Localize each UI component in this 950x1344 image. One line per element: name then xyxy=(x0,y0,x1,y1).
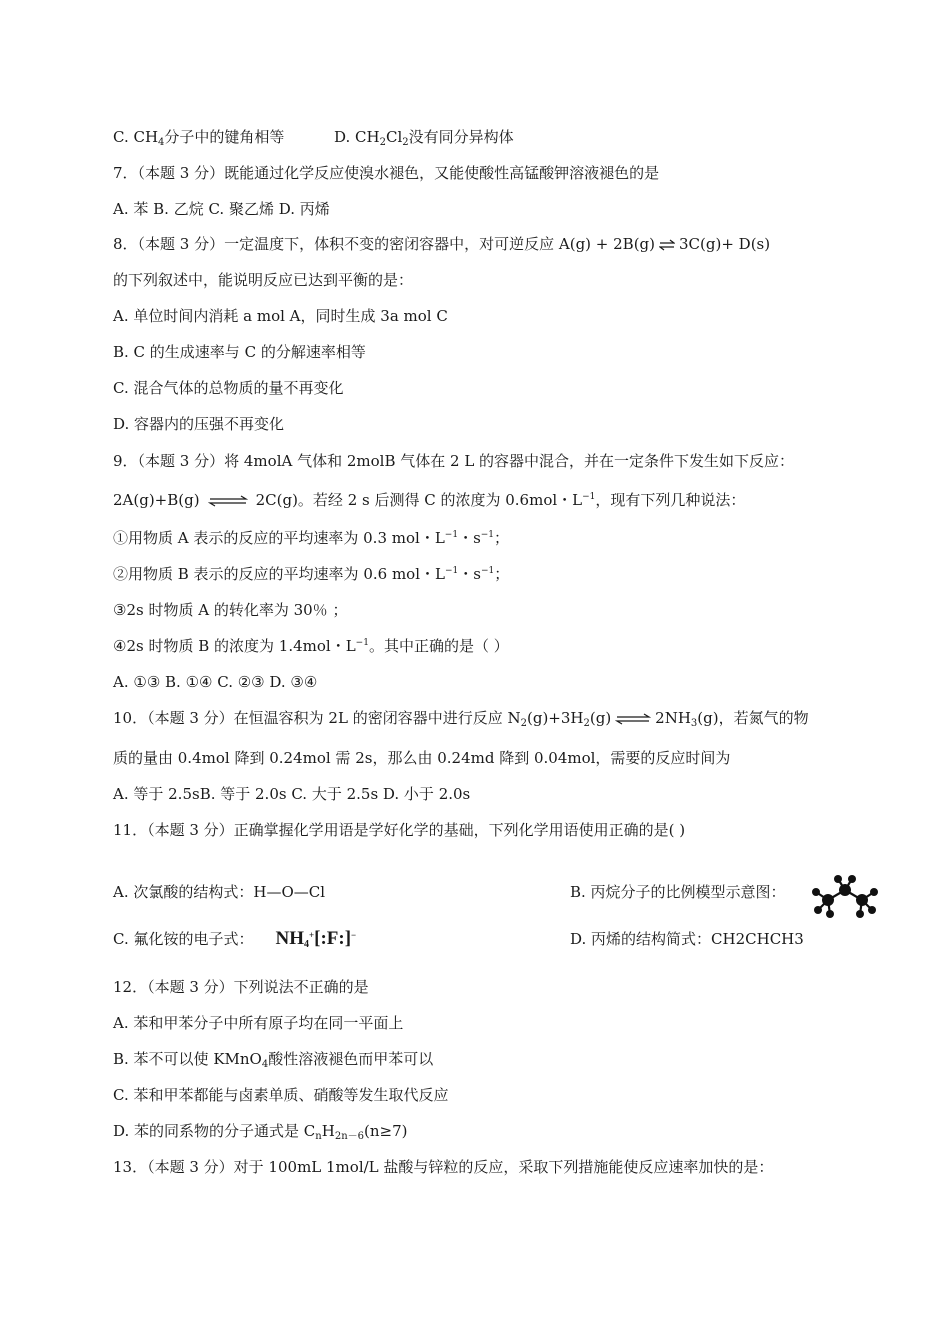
question-12: 12．（本题 3 分）下列说法不正确的是 xyxy=(113,978,369,996)
question-11-row-cd xyxy=(113,929,833,949)
question-9-options: A. ①③ B. ①④ C. ②③ D. ③④ xyxy=(113,673,318,691)
equilibrium-arrow-icon xyxy=(615,713,651,725)
question-12-option-a: A. 苯和甲苯分子中所有原子均在同一平面上 xyxy=(113,1014,404,1032)
equilibrium-arrow-icon xyxy=(208,495,248,507)
question-8-option-a: A. 单位时间内消耗 a mol A，同时生成 3a mol C xyxy=(113,307,448,325)
question-9-statement-1: ①用物质 A 表示的反应的平均速率为 0.3 mol・$L^{-1}$・$s^{-1}$； xyxy=(113,529,510,547)
question-11-option-b: B. 丙烷分子的比例模型示意图： xyxy=(570,883,786,901)
question-11-option-a: A. 次氯酸的结构式：H—O—Cl xyxy=(113,883,326,901)
q6-options: C. $CH_4$分子中的键角相等 D. $CH_2Cl_2$没有同分异构体 xyxy=(113,128,514,148)
question-12-option-c: C. 苯和甲苯都能与卤素单质、硝酸等发生取代反应 xyxy=(113,1086,449,1104)
question-11-row-ab xyxy=(113,882,833,902)
question-11-option-c: C. 氟化铵的电子式： xyxy=(113,930,254,948)
electron-formula: $NH_4^+[:F:]^-$ xyxy=(275,928,357,950)
question-13: 13．（本题 3 分）对于 100mL 1mol/L 盐酸与锌粒的反应，采取下列措施能使反应速率加快的是： xyxy=(113,1158,774,1176)
question-8-option-c: C. 混合气体的总物质的量不再变化 xyxy=(113,379,344,397)
question-9: 9．（本题 3 分）将 4molA 气体和 2molB 气体在 2 L 的容器中混合，并在一定条件下发生如下反应： xyxy=(113,452,795,470)
question-11: 11．（本题 3 分）正确掌握化学用语是学好化学的基础，下列化学用语使用正确的是( ) xyxy=(113,821,686,839)
question-8-option-b: B. C 的生成速率与 C 的分解速率相等 xyxy=(113,343,366,361)
question-8-option-d: D. 容器内的压强不再变化 xyxy=(113,415,285,433)
equilibrium-arrow-icon xyxy=(659,239,675,251)
question-10-line2: 质的量由 0.4mol 降到 0.24mol 需 2s，那么由 0.24md 降到 0.04mol，需要的反应时间为 xyxy=(113,749,731,767)
question-10-options: A. 等于 2.5sB. 等于 2.0s C. 大于 2.5s D. 小于 2.0s xyxy=(113,785,471,803)
question-9-statement-4: ④2s 时物质 B 的浓度为 1.4mol・$L^{-1}$。其中正确的是（ ） xyxy=(113,637,509,655)
question-12-option-b: B. 苯不可以使 KMnO$_4$酸性溶液褪色而甲苯可以 xyxy=(113,1050,434,1070)
question-9-statement-3: ③2s 时物质 A 的转化率为 30％ ； xyxy=(113,601,348,619)
question-12-option-d: D. 苯的同系物的分子通式是 $C_nH_{2n-6}(n\ge 7)$ xyxy=(113,1122,408,1142)
question-8-line2: 的下列叙述中，能说明反应已达到平衡的是： xyxy=(113,271,414,289)
question-9-statement-2: ②用物质 B 表示的反应的平均速率为 0.6 mol・$L^{-1}$・$s^{-1}$； xyxy=(113,565,510,583)
question-10: 10．（本题 3 分）在恒温容积为 2L 的密闭容器中进行反应 $N_2(g)+3H_2(g)$ $2NH_3(g)$，若氮气的物 xyxy=(113,709,809,729)
question-9-equation: 2A(g)+B(g) 2C(g)。若经 2 s 后测得 C 的浓度为 0.6mol・$L^{-1}$，现有下列几种说法： xyxy=(113,491,746,509)
question-7: 7．（本题 3 分）既能通过化学反应使溴水褪色，又能使酸性高锰酸钾溶液褪色的是 xyxy=(113,164,660,182)
question-8: 8．（本题 3 分）一定温度下，体积不变的密闭容器中，对可逆反应 A(g) + 2B(g) 3C(g)+ D(s) xyxy=(113,235,771,253)
propane-model-icon xyxy=(810,874,880,920)
question-11-option-d: D. 丙烯的结构简式：CH2CHCH3 xyxy=(570,930,804,948)
question-7-options: A. 苯 B. 乙烷 C. 聚乙烯 D. 丙烯 xyxy=(113,200,330,218)
